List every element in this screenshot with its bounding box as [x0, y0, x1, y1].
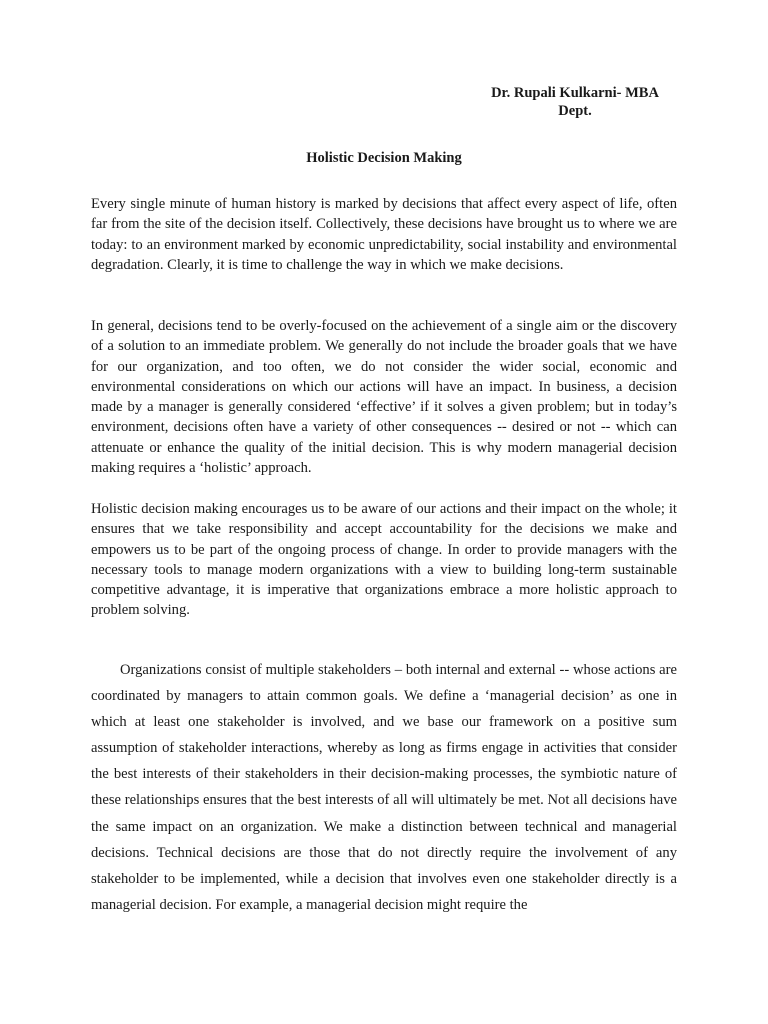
paragraph-4: Organizations consist of multiple stakeholders – both internal and external -- whose actions are coordinated by managers to attain common goals. We define a ‘managerial decision’ as one in which at least one stakeholder is involved, and we base our framework on a positive sum assumption of stakeholder interactions, whereby as long as firms engage in activities that consider the best interests of their stakeholders in their decision-making processes, the symbiotic nature of these relationships ensures that the best interests of all will ultimately be met. Not all decisions have the same impact on an organization. We make a distinction between technical and managerial decisions. Technical decisions are those that do not directly require the involvement of any stakeholder to be implemented, while a decision that involves even one stakeholder directly is a managerial decision. For example, a managerial decision might require the [91, 662, 677, 913]
document-title: Holistic Decision Making [306, 150, 462, 166]
paragraph-3: Holistic decision making encourages us to be aware of our actions and their impact on the whole; it ensures that we take responsibility and accept accountability for the decisions we make and empowers us to be part of the ongoing process of change. In order to provide managers with the necessary tools to manage modern organizations with a view to building long-term sustainable competitive advantage, it is imperative that organizations embrace a more holistic approach to problem solving. [91, 501, 677, 619]
author-department: Dept. [558, 103, 592, 119]
paragraph-1: Every single minute of human history is marked by decisions that affect every aspect of life, often far from the site of the decision itself. Collectively, these decisions have brought us to where we are today: to an environment marked by economic unpredictability, social instability and environmental degradation. Clearly, it is time to challenge the way in which we make decisions. [91, 196, 677, 273]
author-block [470, 84, 680, 120]
paragraph-2: In general, decisions tend to be overly-focused on the achievement of a single aim or the discovery of a solution to an immediate problem. We generally do not include the broader goals that we have for our organization, and too often, we do not consider the wider social, economic and environmental considerations on which our actions will have an impact. In business, a decision made by a manager is generally considered ‘effective’ if it solves a given problem; but in today’s environment, decisions often have a variety of other consequences -- desired or not -- which can attenuate or enhance the quality of the initial decision. This is why modern managerial decision making requires a ‘holistic’ approach. [91, 318, 677, 477]
author-name: Dr. Rupali Kulkarni- MBA [491, 85, 659, 101]
